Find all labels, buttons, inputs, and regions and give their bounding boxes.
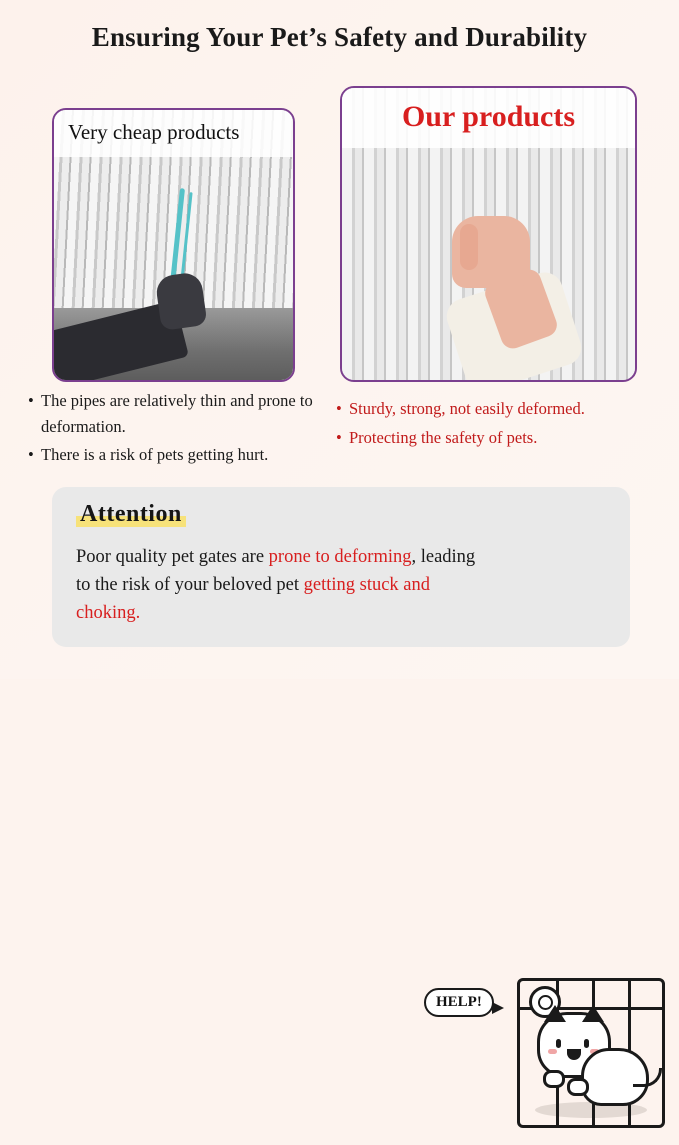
attention-box — [52, 487, 630, 1010]
list-item — [28, 388, 338, 439]
cat-mouth — [567, 1049, 581, 1060]
bullet-marker: • — [336, 427, 342, 447]
attention-text-highlight1: prone to deforming — [268, 547, 412, 567]
cheap-products-bullets — [28, 388, 338, 471]
comparison-panel-ours — [340, 86, 637, 382]
comparison-panel-cheap — [52, 108, 295, 382]
bullet-text: The pipes are relatively thin and prone to deformation. — [41, 391, 313, 436]
our-products-bullets — [336, 396, 666, 453]
attention-title-wrap — [76, 501, 186, 528]
list-item — [28, 442, 338, 468]
cat-eye-right — [584, 1039, 589, 1048]
bullet-marker: • — [28, 445, 34, 465]
cat-ear-left — [544, 1005, 566, 1022]
speech-bubble: HELP! — [424, 988, 494, 1017]
bullet-text: Sturdy, strong, not easily deformed. — [349, 399, 585, 418]
cat-ear-right — [582, 1005, 604, 1022]
cat-paw-left — [543, 1070, 565, 1088]
cat-icon — [537, 1012, 641, 1108]
cat-blush-left — [548, 1049, 557, 1054]
attention-text-highlight2: getting stuck and choking. — [76, 575, 431, 624]
bare-hand — [452, 216, 530, 288]
attention-text-part2: , leading to the risk of your beloved pet — [76, 547, 476, 596]
our-products-label: Our products — [342, 88, 635, 148]
cat-paw-right — [567, 1078, 589, 1096]
attention-title: Attention — [80, 501, 182, 527]
attention-text-part1: Poor quality pet gates are — [76, 547, 269, 567]
attention-body — [76, 543, 478, 627]
bullet-marker: • — [336, 399, 342, 418]
bullet-marker: • — [28, 391, 34, 410]
bullet-text: Protecting the safety of pets. — [349, 427, 538, 447]
list-item — [336, 425, 666, 451]
cartoon-illustration — [436, 970, 679, 1145]
bullet-text: There is a risk of pets getting hurt. — [41, 445, 269, 465]
list-item — [336, 396, 666, 422]
cheap-products-label: Very cheap products — [54, 110, 293, 157]
cat-eye-left — [556, 1039, 561, 1048]
page-title: Ensuring Your Pet’s Safety and Durability — [91, 22, 588, 52]
